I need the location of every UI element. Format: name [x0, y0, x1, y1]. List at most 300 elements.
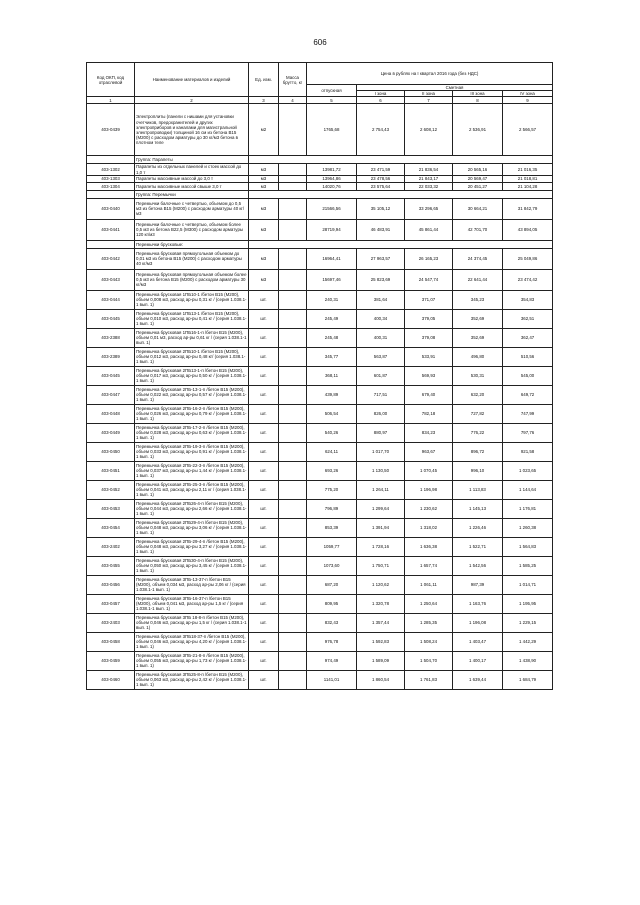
row-zone1-price: 46 483,91	[357, 219, 405, 240]
row-code: 403-2403	[87, 613, 135, 632]
row-code: 403-0456	[87, 575, 135, 594]
row-mass	[279, 104, 307, 156]
row-name: Перемычка брусковая 2ПБ-25-3-п /бетон В15 (М200), объем 0,041 м3, расход ар-ры 2,11 кг / (серия 1.038.1-1 вып. 1)	[135, 480, 249, 499]
row-mass	[279, 309, 307, 328]
row-release-price: 15697,46	[307, 269, 357, 290]
row-unit: шт.	[249, 385, 279, 404]
row-code: 403-0441	[87, 219, 135, 240]
row-zone3-price: 727,82	[453, 404, 503, 423]
row-zone3-price: 352,69	[453, 328, 503, 347]
row-zone1-price: 1 017,70	[357, 442, 405, 461]
column-index: 5	[307, 97, 357, 104]
row-release-price: 809,95	[307, 594, 357, 613]
row-code: 403-0449	[87, 423, 135, 442]
row-unit: шт.	[249, 309, 279, 328]
row-zone4-price: 21 018,81	[503, 175, 553, 182]
row-release-price: 439,89	[307, 385, 357, 404]
row-release-price: 245,49	[307, 309, 357, 328]
row-name: Перемычка брусковая 2ПБ29-4-п /бетон В15 (М200), объем 0,048 м3, расход ар-ры 3,06 кг / (серия 1.038.1-1 вып. 1)	[136, 520, 247, 536]
row-mass	[279, 182, 307, 190]
row-release-price: 13964,86	[307, 175, 357, 182]
row-zone3-price: 1 145,13	[453, 499, 503, 518]
row-mass	[279, 175, 307, 182]
row-unit: шт.	[249, 499, 279, 518]
table-row	[87, 198, 553, 219]
group-code-cell	[87, 190, 135, 198]
row-mass	[279, 518, 307, 537]
row-zone1-price: 826,00	[357, 404, 405, 423]
header-name: Наименование материалов и изделий	[135, 63, 249, 97]
header-price: Цена в рублях на I квартал 2016 года (без НДС)	[307, 63, 553, 85]
table-row	[87, 404, 553, 423]
table-row	[87, 537, 553, 556]
table-row	[87, 385, 553, 404]
row-zone2-price: 1 657,74	[405, 556, 453, 575]
row-zone1-price: 400,31	[357, 328, 405, 347]
table-row	[87, 499, 553, 518]
row-zone4-price: 2 566,57	[503, 104, 553, 156]
table-row	[87, 594, 553, 613]
row-release-price: 345,77	[307, 347, 357, 366]
table-row	[87, 248, 553, 269]
row-release-price: 13981,72	[307, 164, 357, 175]
row-unit: м2	[249, 104, 279, 156]
header-unit: Ед. изм.	[249, 63, 279, 97]
row-release-price: 687,20	[307, 575, 357, 594]
row-unit: м3	[249, 248, 279, 269]
row-zone3-price: 2 536,91	[453, 104, 503, 156]
row-code: 403-0443	[87, 269, 135, 290]
row-code: 403-0444	[87, 290, 135, 309]
row-unit: шт.	[249, 480, 279, 499]
row-zone2-price: 1 196,98	[405, 480, 453, 499]
row-zone1-price: 563,87	[357, 347, 405, 366]
row-zone1-price: 1 589,09	[357, 651, 405, 670]
row-zone2-price: 679,40	[405, 385, 453, 404]
row-name: Перемычка брусковая 3ПБ-21-8-п /бетон В15 (М200), объем 0,055 м3, расход ар-ры 1,73 кг / (серия 1.038.1-1 вып. 1)	[136, 653, 247, 669]
row-name: Перемычка брусковая 2ПБ-22-3-п /бетон В15 (М200), объем 0,037 м3, расход ар-ры 1,44 кг / (серия 1.038.1-1 вып. 1)	[136, 463, 247, 479]
row-zone1-price: 23 575,64	[357, 182, 405, 190]
group-code-cell	[87, 240, 135, 248]
row-zone3-price: 20 451,27	[453, 182, 503, 190]
column-index: 7	[405, 97, 453, 104]
row-code: 403-2402	[87, 537, 135, 556]
row-zone2-price: 1 636,38	[405, 537, 453, 556]
row-code: 403-1304	[87, 182, 135, 190]
row-release-price: 775,20	[307, 480, 357, 499]
row-zone1-price: 381,64	[357, 290, 405, 309]
column-index: 2	[135, 97, 249, 104]
row-mass	[279, 219, 307, 240]
row-mass	[279, 670, 307, 689]
row-unit: шт.	[249, 442, 279, 461]
row-zone3-price: 1 522,71	[453, 537, 503, 556]
row-zone1-price: 1 592,83	[357, 632, 405, 651]
row-zone4-price: 354,83	[503, 290, 553, 309]
group-title: Группа: Перемычки	[135, 190, 249, 198]
row-zone3-price: 896,72	[453, 442, 503, 461]
table-row	[87, 575, 553, 594]
row-zone1-price: 400,34	[357, 309, 405, 328]
row-unit: шт.	[249, 670, 279, 689]
table-row	[87, 632, 553, 651]
table-row	[87, 182, 553, 190]
row-unit: м3	[249, 182, 279, 190]
row-zone3-price: 996,10	[453, 461, 503, 480]
column-index: 8	[453, 97, 503, 104]
row-release-price: 540,26	[307, 423, 357, 442]
row-name: Перемычка брусковая 2ПБ30-4-п /бетон В15 (М200), объем 0,050 м3, расход ар-ры 3,45 кг / (серия 1.038.1-1 вып. 1)	[136, 558, 247, 574]
row-name: Парапеты из отдельных панелей и стоек массой до 1,0 т	[135, 164, 249, 175]
row-zone4-price: 747,99	[503, 404, 553, 423]
row-zone2-price: 1 508,24	[405, 632, 453, 651]
row-zone1-price: 27 963,57	[357, 248, 405, 269]
row-release-price: 693,26	[307, 461, 357, 480]
row-zone1-price: 1 860,54	[357, 670, 405, 689]
row-mass	[279, 328, 307, 347]
row-zone3-price: 20 565,16	[453, 164, 503, 175]
row-unit: шт.	[249, 537, 279, 556]
column-index: 3	[249, 97, 279, 104]
row-name: Перемычка брусковая 2ПБ10-1 /бетон В15 (М200), объем 0,012 м3, расход ар-ры 0,48 кг/ (серия 1.038.1-1 вып. 1)	[135, 347, 249, 366]
row-mass	[279, 198, 307, 219]
page-number: 606	[313, 38, 327, 47]
row-code: 403-0447	[87, 385, 135, 404]
row-zone4-price: 1 585,25	[503, 556, 553, 575]
row-code: 403-0453	[87, 499, 135, 518]
row-mass	[279, 613, 307, 632]
row-zone2-price: 379,08	[405, 328, 453, 347]
row-unit: м3	[249, 164, 279, 175]
row-zone4-price: 1 442,29	[503, 632, 553, 651]
group-title: Перемычки брусковые:	[135, 240, 249, 248]
row-name: Перемычка брусковая 3ПБ18-37-п /бетон В15 (М200), объем 0,046 м3, расход ар-ры 4,20 кг / (серия 1.038.1-1 вып. 1)	[136, 634, 247, 650]
price-table	[86, 62, 553, 690]
row-zone1-price: 1 130,50	[357, 461, 405, 480]
row-zone2-price: 24 547,74	[405, 269, 453, 290]
table-body	[87, 104, 553, 689]
table-row	[87, 670, 553, 689]
row-name: Перемычка брусковая 2ПБ-16-2-п /бетон В15 (М200), объем 0,026 м3, расход ар-ры 0,79 кг / (серия 1.038.1-1 вып. 1)	[136, 406, 247, 422]
row-unit: м3	[249, 219, 279, 240]
row-zone2-price: 21 836,54	[405, 164, 453, 175]
column-index: 6	[357, 97, 405, 104]
row-zone2-price: 21 843,17	[405, 175, 453, 182]
row-mass	[279, 594, 307, 613]
row-zone2-price: 834,23	[405, 423, 453, 442]
header-zone3: III зона	[453, 91, 503, 97]
row-name: Перемычка брусковая 2ПБ26-4-п /бетон В15 (М200), объем 0,044 м3, расход ар-ры 2,66 кг / (серия 1.038.1-1 вып. 1)	[136, 501, 247, 517]
row-mass	[279, 632, 307, 651]
row-zone1-price: 35 105,12	[357, 198, 405, 219]
row-zone2-price: 26 165,23	[405, 248, 453, 269]
row-mass	[279, 423, 307, 442]
table-row	[87, 613, 553, 632]
row-zone1-price: 2 754,43	[357, 104, 405, 156]
row-code: 403-0458	[87, 632, 135, 651]
row-zone1-price: 1 391,94	[357, 518, 405, 537]
group-title: Группа: Парапеты	[135, 156, 249, 164]
row-zone1-price: 23 471,59	[357, 164, 405, 175]
column-index: 1	[87, 97, 135, 104]
row-zone2-price: 1 250,64	[405, 594, 453, 613]
row-name: Перемычка брусковая прямоугольная объемом до 0,01 м3 из бетона В15 (М200) с расходом арматуры 40 кг/м3	[135, 248, 249, 269]
row-unit: м3	[249, 198, 279, 219]
row-zone1-price: 601,87	[357, 366, 405, 385]
row-mass	[279, 404, 307, 423]
row-zone2-price: 533,91	[405, 347, 453, 366]
column-index: 4	[279, 97, 307, 104]
table-row	[87, 164, 553, 175]
row-unit: шт.	[249, 594, 279, 613]
row-code: 403-0457	[87, 594, 135, 613]
row-zone3-price: 1 400,17	[453, 651, 503, 670]
row-mass	[279, 537, 307, 556]
row-zone4-price: 25 049,86	[503, 248, 553, 269]
row-zone1-price: 23 478,56	[357, 175, 405, 182]
row-code: 403-0455	[87, 556, 135, 575]
row-zone4-price: 21 104,28	[503, 182, 553, 190]
row-unit: шт.	[249, 366, 279, 385]
header-estimate: Сметная	[357, 85, 553, 91]
row-zone3-price: 352,69	[453, 309, 503, 328]
table-row	[87, 269, 553, 290]
row-name: Электроплиты (панели с нишами для установки счетчиков, предохранителей и других электроприборов и каналами для магистральной электропроводки) толщиной 16 см из бетона В15 (М200) с расходом арматуры до 30 кг/м3 бетона в плотном теле	[135, 104, 249, 156]
row-mass	[279, 269, 307, 290]
row-code: 403-1303	[87, 175, 135, 182]
table-row	[87, 328, 553, 347]
row-mass	[279, 461, 307, 480]
row-zone2-price: 379,05	[405, 309, 453, 328]
row-zone3-price: 42 701,70	[453, 219, 503, 240]
row-zone1-price: 1 264,11	[357, 480, 405, 499]
row-name: Перемычка брусковая 3ПБ25-8-п /бетон В15 (М200), объем 0,063 м3, расход ар-ры 2,42 кг / (серия 1.038.1-1 вып. 1)	[136, 672, 247, 688]
row-unit: шт.	[249, 347, 279, 366]
row-name: Перемычки балочные с четвертью, объемом более 0,5 м3 из бетона В22,5 (М300) с расходом арматуры 120 кг/м3	[135, 219, 249, 240]
row-zone2-price: 569,93	[405, 366, 453, 385]
row-zone3-price: 1 196,08	[453, 613, 503, 632]
row-zone2-price: 1 285,35	[405, 613, 453, 632]
row-unit: шт.	[249, 556, 279, 575]
table-row	[87, 651, 553, 670]
row-release-price: 506,54	[307, 404, 357, 423]
row-zone4-price: 1 176,81	[503, 499, 553, 518]
row-zone1-price: 1 299,64	[357, 499, 405, 518]
row-zone3-price: 345,23	[453, 290, 503, 309]
group-row	[87, 240, 553, 248]
row-zone1-price: 717,51	[357, 385, 405, 404]
row-zone4-price: 43 894,05	[503, 219, 553, 240]
row-name: Перемычка брусковая 3ПБ-13-37-п /бетон В15 (М200), объем 0,034 м3, расход ар-ры 2,06 кг / (серия 1.038.1-1 вып. 1)	[135, 575, 249, 594]
row-mass	[279, 248, 307, 269]
group-code-cell	[87, 156, 135, 164]
header-zone1: I зона	[357, 91, 405, 97]
row-unit: шт.	[249, 423, 279, 442]
row-zone3-price: 30 664,21	[453, 198, 503, 219]
row-code: 403-0454	[87, 518, 135, 537]
table-row	[87, 347, 553, 366]
row-name: Парапеты массивные массой до 3,0 т	[135, 175, 249, 182]
row-zone1-price: 1 357,44	[357, 613, 405, 632]
row-release-price: 245,48	[307, 328, 357, 347]
row-zone2-price: 1 230,62	[405, 499, 453, 518]
row-unit: шт.	[249, 461, 279, 480]
row-name: Перемычка брусковая 3ПБ 18-8-п /бетон В15 (М200), объем 0,046 м3, расход ар-ры 1,5 кг / (серия 1.038.1-1 вып. 1)	[136, 615, 247, 631]
row-mass	[279, 651, 307, 670]
row-name: Перемычка брусковая 2ПБ-19-3-п /бетон В15 (М200), объем 0,033 м3, расход ар-ры 0,91 кг / (серия 1.038.1-1 вып. 1)	[136, 444, 247, 460]
row-zone3-price: 496,80	[453, 347, 503, 366]
row-code: 403-0450	[87, 442, 135, 461]
row-unit: шт.	[249, 290, 279, 309]
row-mass	[279, 347, 307, 366]
row-code: 403-0445	[87, 366, 135, 385]
row-code: 403-1302	[87, 164, 135, 175]
row-code: 403-2389	[87, 347, 135, 366]
row-zone4-price: 362,47	[503, 328, 553, 347]
row-release-price: 796,89	[307, 499, 357, 518]
row-zone4-price: 1 564,83	[503, 537, 553, 556]
row-zone4-price: 649,72	[503, 385, 553, 404]
row-code: 403-0440	[87, 198, 135, 219]
row-zone4-price: 1 260,38	[503, 518, 553, 537]
row-mass	[279, 499, 307, 518]
row-mass	[279, 164, 307, 175]
row-release-price: 974,49	[307, 651, 357, 670]
row-release-price: 1059,77	[307, 537, 357, 556]
group-empty-cell	[249, 156, 553, 164]
column-index: 9	[503, 97, 553, 104]
row-zone3-price: 632,20	[453, 385, 503, 404]
header-zone4: IV зона	[503, 91, 553, 97]
header-mass: Масса брутто, кг	[279, 63, 307, 97]
row-name: Парапеты массивные массой свыше 3,0 т	[135, 182, 249, 190]
row-zone4-price: 31 842,79	[503, 198, 553, 219]
row-zone4-price: 921,58	[503, 442, 553, 461]
row-zone2-price: 371,07	[405, 290, 453, 309]
row-zone1-price: 1 320,78	[357, 594, 405, 613]
row-name: Перемычка брусковая 1ПБ10-1 /бетон В15 (М200), объем 0,008 м3, расход ар-ры 0,31 кг / (серия 1.038.1-1 вып. 1)	[136, 292, 247, 308]
row-mass	[279, 442, 307, 461]
table-row	[87, 556, 553, 575]
row-unit: шт.	[249, 404, 279, 423]
row-release-price: 1073,60	[307, 556, 357, 575]
row-release-price: 976,78	[307, 632, 357, 651]
row-zone3-price: 24 374,45	[453, 248, 503, 269]
row-unit: шт.	[249, 518, 279, 537]
row-unit: шт.	[249, 575, 279, 594]
row-zone3-price: 987,39	[453, 575, 503, 594]
row-zone2-price: 33 296,65	[405, 198, 453, 219]
row-name: Перемычка брусковая 2ПБ13-1-п /бетон В15 (М200), объем 0,017 м3, расход ар-ры 0,50 кг / (серия 1.038.1-1 вып. 1)	[136, 368, 247, 384]
row-name: Перемычка брусковая 2ПБ-17-2-п /бетон В15 (М200), объем 0,028 м3, расход ар-ры 0,63 кг / (серия 1.038.1-1 вып. 1)	[136, 425, 247, 441]
row-unit: шт.	[249, 651, 279, 670]
row-name: Перемычка брусковая прямоугольная объемом более 0,5 м3 из бетона В15 (М200) с расходом арматуры 30 кг/м3	[135, 269, 249, 290]
row-zone3-price: 1 226,46	[453, 518, 503, 537]
row-zone2-price: 963,67	[405, 442, 453, 461]
row-code: 403-0452	[87, 480, 135, 499]
table-row	[87, 518, 553, 537]
row-code: 403-0439	[87, 104, 135, 156]
row-zone4-price: 1 014,71	[503, 575, 553, 594]
group-row	[87, 190, 553, 198]
row-zone2-price: 1 504,70	[405, 651, 453, 670]
row-zone4-price: 1 438,90	[503, 651, 553, 670]
row-release-price: 14020,76	[307, 182, 357, 190]
row-unit: м3	[249, 175, 279, 182]
row-zone2-price: 782,18	[405, 404, 453, 423]
row-release-price: 368,11	[307, 366, 357, 385]
row-name: Перемычка брусковая 1ПБ13-1 /бетон В15 (М200), объем 0,010 м3, расход ар-ры 0,41 кг / (серия 1.038.1-1 вып. 1)	[136, 311, 247, 327]
row-release-price: 832,43	[307, 613, 357, 632]
row-unit: шт.	[249, 613, 279, 632]
row-code: 403-0460	[87, 670, 135, 689]
table-row	[87, 480, 553, 499]
row-mass	[279, 556, 307, 575]
group-empty-cell	[249, 190, 553, 198]
row-name: Перемычка брусковая 3ПБ-16-37-п /бетон В15 (М200), объем 0,041 м3, расход ар-ры 1,5 кг / (серия 1.038.1-1 вып. 1)	[135, 594, 249, 613]
row-release-price: 1765,68	[307, 104, 357, 156]
row-zone4-price: 1 023,65	[503, 461, 553, 480]
row-mass	[279, 290, 307, 309]
row-zone1-price: 1 728,16	[357, 537, 405, 556]
row-code: 403-0445	[87, 309, 135, 328]
row-zone4-price: 23 474,42	[503, 269, 553, 290]
row-zone3-price: 1 113,83	[453, 480, 503, 499]
row-zone3-price: 1 639,44	[453, 670, 503, 689]
row-release-price: 240,31	[307, 290, 357, 309]
row-release-price: 1141,01	[307, 670, 357, 689]
group-empty-cell	[249, 240, 553, 248]
row-zone2-price: 2 608,12	[405, 104, 453, 156]
row-zone1-price: 1 750,71	[357, 556, 405, 575]
table-row	[87, 104, 553, 156]
table-row	[87, 219, 553, 240]
row-zone2-price: 22 033,32	[405, 182, 453, 190]
table-row	[87, 442, 553, 461]
column-index-row	[87, 97, 553, 104]
table-row	[87, 290, 553, 309]
row-zone3-price: 1 403,47	[453, 632, 503, 651]
row-name: Перемычка брусковая 2ПБ-29-4-п /бетон В15 (М200), объем 0,048 м3, расход ар-ры 3,27 кг / (серия 1.038.1-1 вып. 1)	[136, 539, 247, 555]
row-zone1-price: 1 120,62	[357, 575, 405, 594]
header-zone2: II зона	[405, 91, 453, 97]
row-zone1-price: 25 823,69	[357, 269, 405, 290]
row-code: 403-0459	[87, 651, 135, 670]
row-zone2-price: 1 070,45	[405, 461, 453, 480]
header-release: отпускная	[307, 85, 357, 97]
row-zone4-price: 1 144,64	[503, 480, 553, 499]
row-unit: шт.	[249, 328, 279, 347]
table-row	[87, 309, 553, 328]
row-unit: м3	[249, 269, 279, 290]
row-code: 403-0448	[87, 404, 135, 423]
row-mass	[279, 575, 307, 594]
row-zone2-price: 45 861,44	[405, 219, 453, 240]
row-mass	[279, 480, 307, 499]
row-zone4-price: 362,51	[503, 309, 553, 328]
row-zone3-price: 776,22	[453, 423, 503, 442]
row-zone3-price: 1 542,56	[453, 556, 503, 575]
table-row	[87, 366, 553, 385]
table-row	[87, 461, 553, 480]
row-name: Перемычки балочные с четвертью, объемом до 0,5 м3 из бетона В15 (М200) с расходом арматуры 40 кг/м3	[135, 198, 249, 219]
row-release-price: 16964,41	[307, 248, 357, 269]
row-zone3-price: 1 163,76	[453, 594, 503, 613]
row-zone4-price: 1 684,79	[503, 670, 553, 689]
row-zone4-price: 1 229,15	[503, 613, 553, 632]
row-code: 403-0442	[87, 248, 135, 269]
row-zone2-price: 1 318,02	[405, 518, 453, 537]
